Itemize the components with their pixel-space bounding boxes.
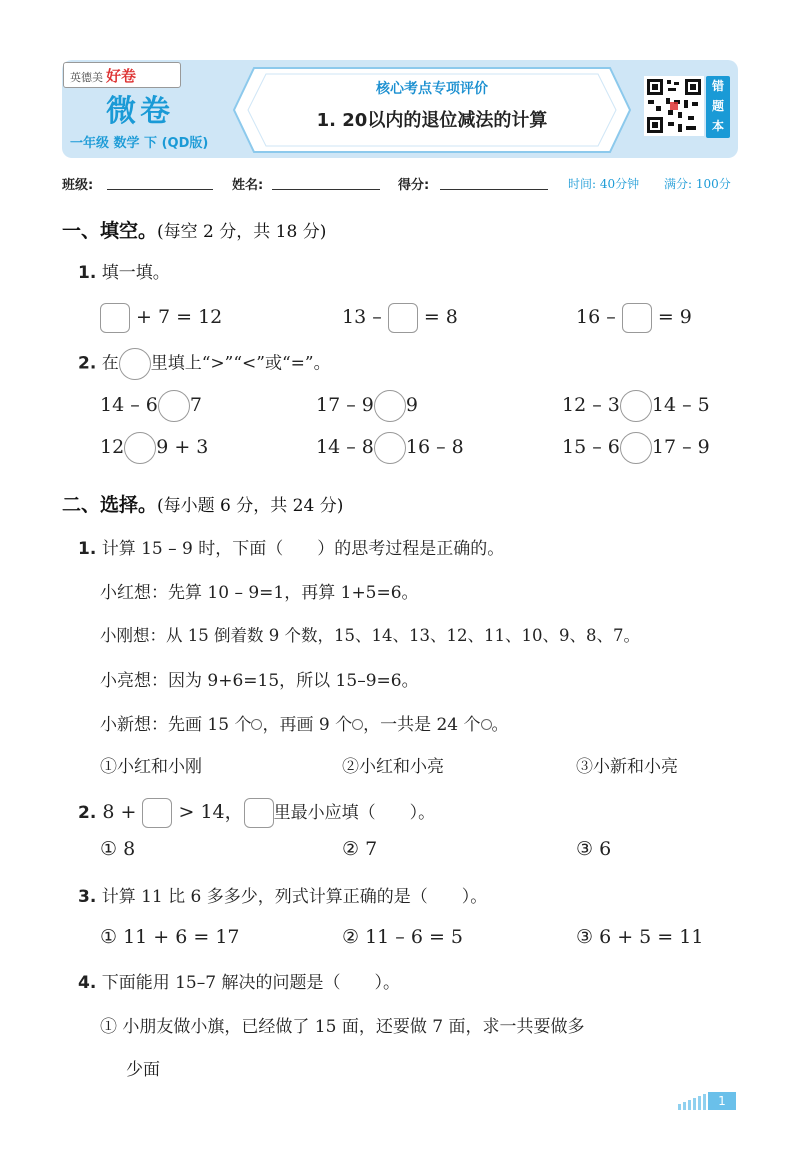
- compare-item: 12 – 3 14 – 5: [562, 390, 710, 422]
- compare-item: 14 – 8 16 – 8: [316, 432, 464, 464]
- full-score: 满分: 100分: [664, 177, 731, 191]
- compare-circle[interactable]: [374, 390, 406, 422]
- option-3-3[interactable]: ③ 6 + 5 = 11: [576, 926, 704, 948]
- brand-title: 微卷: [106, 94, 174, 129]
- compare-circle[interactable]: [124, 432, 156, 464]
- grade-label: 一年级 数学 下 (QD版): [70, 136, 209, 151]
- question-2-1: 1. 计算 15 – 9 时，下面（ ）的思考过程是正确的。: [78, 539, 505, 559]
- name-label: 姓名:: [232, 178, 264, 193]
- name-field[interactable]: [272, 189, 380, 190]
- section-1-title: 一、填空。(每空 2 分，共 18 分): [62, 220, 327, 242]
- score-field[interactable]: [440, 189, 548, 190]
- option-1-1[interactable]: ①小红和小刚: [100, 757, 202, 777]
- circle-symbol: [352, 719, 363, 730]
- circle-symbol: [251, 719, 262, 730]
- page-number: 1: [708, 1092, 736, 1110]
- answer-box-ref: [244, 798, 274, 828]
- section-2-title: 二、选择。(每小题 6 分，共 24 分): [62, 494, 344, 516]
- question-1-2: 2. 在 里填上“>”“<”或“=”。: [78, 348, 331, 380]
- fill-item-1: + 7 = 12: [100, 303, 222, 333]
- answer-box[interactable]: [100, 303, 130, 333]
- thought-xiaogang: 小刚想：从 15 倒着数 9 个数，15、14、13、12、11、10、9、8、7。: [100, 626, 640, 645]
- circle-symbol: [481, 719, 492, 730]
- thought-xiaoliang: 小亮想：因为 9+6=15，所以 15–9=6。: [100, 671, 419, 691]
- brand-tag: 英德美 好卷: [63, 62, 181, 88]
- compare-item: 15 – 6 17 – 9: [562, 432, 710, 464]
- banner-title: 1. 20以内的退位减法的计算: [316, 110, 548, 131]
- compare-item: 17 – 9 9: [316, 390, 418, 422]
- answer-box[interactable]: [142, 798, 172, 828]
- compare-item: 14 – 6 7: [100, 390, 202, 422]
- question-2-2: 2. 8 + > 14， 里最小应填（ ）。: [78, 797, 435, 828]
- compare-circle-sample: [119, 348, 151, 380]
- option-3-1[interactable]: ① 11 + 6 = 17: [100, 926, 240, 948]
- page-deco-icon: [676, 1092, 706, 1110]
- option-4-1-line1[interactable]: ① 小朋友做小旗，已经做了 15 面，还要做 7 面，求一共要做多: [100, 1017, 585, 1037]
- option-2-1[interactable]: ① 8: [100, 838, 136, 860]
- question-2-3: 3. 计算 11 比 6 多多少，列式计算正确的是（ ）。: [78, 887, 488, 907]
- option-4-1-line2: 少面: [126, 1060, 160, 1080]
- question-2-4: 4. 下面能用 15–7 解决的问题是（ ）。: [78, 973, 400, 993]
- fill-item-2: 13 – = 8: [342, 303, 458, 333]
- thought-xiaohong: 小红想：先算 10 – 9=1，再算 1+5=6。: [100, 583, 419, 603]
- compare-circle[interactable]: [374, 432, 406, 464]
- banner-subtitle: 核心考点专项评价: [376, 81, 488, 97]
- compare-circle[interactable]: [620, 390, 652, 422]
- option-3-2[interactable]: ② 11 – 6 = 5: [342, 926, 464, 948]
- question-1-1: 1. 填一填。: [78, 263, 170, 283]
- answer-box[interactable]: [622, 303, 652, 333]
- compare-item: 12 9 + 3: [100, 432, 208, 464]
- qr-code-icon[interactable]: [644, 76, 704, 136]
- fill-item-3: 16 – = 9: [576, 303, 692, 333]
- class-field[interactable]: [107, 189, 213, 190]
- wrong-book-tag[interactable]: 错 题 本: [706, 76, 730, 138]
- compare-circle[interactable]: [158, 390, 190, 422]
- option-1-3[interactable]: ③小新和小亮: [576, 757, 678, 777]
- option-1-2[interactable]: ②小红和小亮: [342, 757, 444, 777]
- score-label: 得分:: [398, 178, 430, 193]
- time-limit: 时间: 40分钟: [568, 177, 640, 191]
- answer-box[interactable]: [388, 303, 418, 333]
- option-2-2[interactable]: ② 7: [342, 838, 378, 860]
- thought-xiaoxin: 小新想：先画 15 个 ，再画 9 个 ，一共是 24 个 。: [100, 715, 509, 735]
- class-label: 班级:: [62, 178, 94, 193]
- option-2-3[interactable]: ③ 6: [576, 838, 612, 860]
- compare-circle[interactable]: [620, 432, 652, 464]
